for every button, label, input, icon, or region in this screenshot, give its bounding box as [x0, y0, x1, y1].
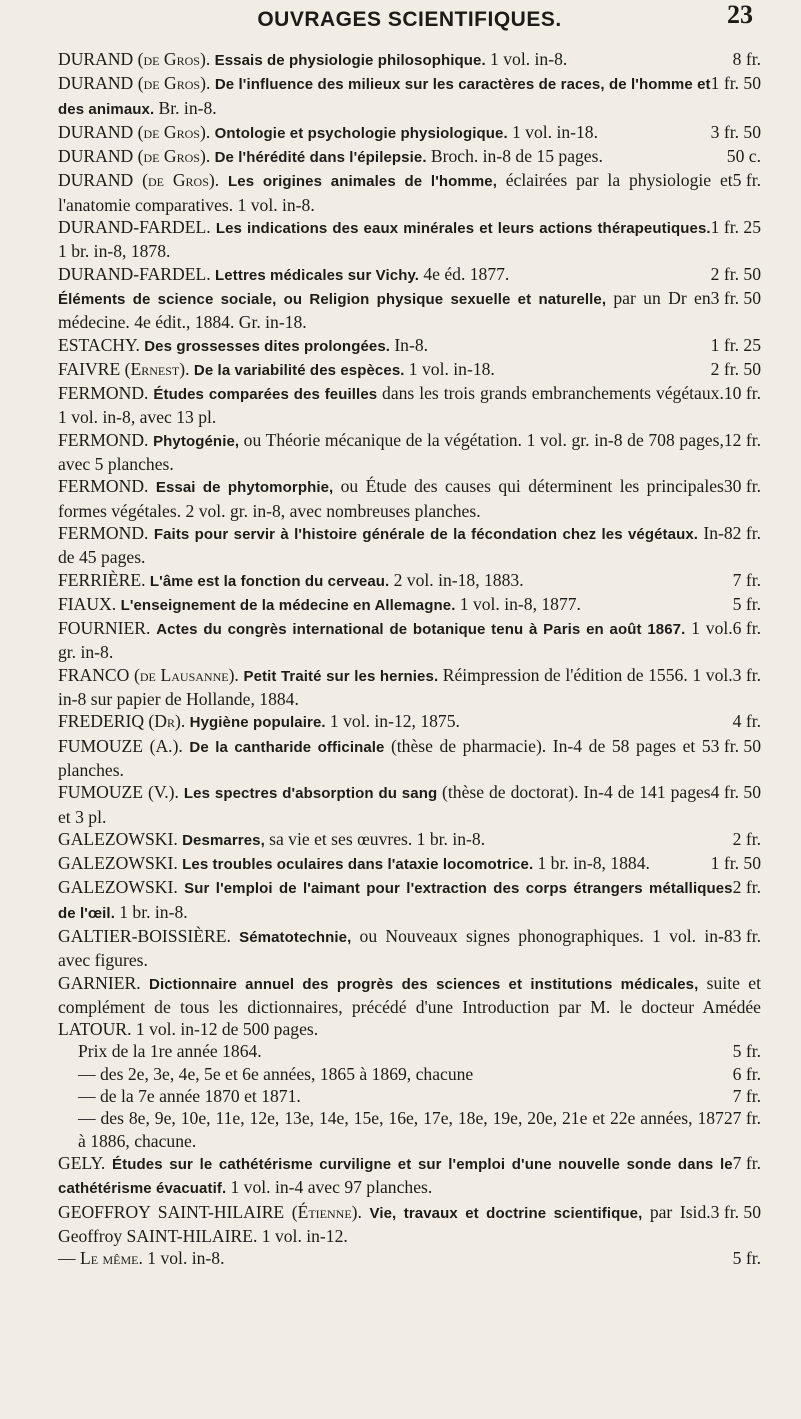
entry-title: Les indications des eaux minérales et leurs actions thérapeutiques. [215, 220, 711, 238]
catalogue-entry [58, 334, 761, 358]
entry-author: FERMOND. [58, 476, 156, 497]
catalogue-entry [58, 522, 761, 569]
entry-author: GARNIER. [58, 972, 150, 993]
entry-details: 1 br. in-8, 1884. [537, 853, 650, 874]
entry-author: DURAND (de Gros). [58, 146, 215, 167]
entry-title: Les spectres d'absorption du sang [183, 785, 443, 803]
entry-author: FUMOUZE (A.). [58, 735, 190, 756]
entry-title: Études sur le cathétérisme curviligne et sur l'emploi d'une nouvelle sonde dans le cathétérisme évacuatif. [58, 1155, 733, 1198]
entry-price: 5 fr. [732, 1248, 761, 1269]
entry-price: 4 fr. [732, 711, 761, 732]
entry-author: GEOFFROY SAINT-HILAIRE (Étienne). [58, 1201, 370, 1222]
entry-details: Broch. in-8 de 15 pages. [430, 146, 603, 167]
entry-author: — Le même. [58, 1248, 148, 1269]
garnier-price-row [58, 1107, 761, 1152]
catalogue-entry [58, 828, 761, 852]
entry-title: Sématotechnie, [239, 928, 360, 946]
entry-author: FOURNIER. [58, 618, 157, 639]
entry-price: 4 fr. 50 [710, 782, 761, 803]
catalogue-entry [58, 48, 761, 72]
entry-price: 1 fr. 25 [710, 334, 761, 355]
entry-details: Réimpression de l'édition de 1556. 1 vol. in-8 sur papier de Hollande, 1884. [58, 664, 733, 710]
entry-details: (thèse de doctorat). In-4 de 141 pages et 3 pl. [58, 782, 711, 827]
entry-price: 3 fr. 50 [710, 121, 761, 142]
entry-title: Hygiène populaire. [189, 714, 330, 732]
garnier-price-row [58, 1040, 761, 1062]
catalogue-entry [58, 617, 761, 664]
entry-title: Ontologie et psychologie physiologique. [214, 124, 512, 142]
entry-price: 1 fr. 50 [710, 73, 761, 94]
entry-title: Sur l'emploi de l'aimant pour l'extraction des corps étrangers métalliques de l'œil. [58, 880, 733, 922]
entry-title: Éléments de science sociale, ou Religion physique sexuelle et naturelle, [58, 290, 614, 308]
catalogue-entry [58, 972, 761, 1041]
garnier-price-list [58, 1040, 761, 1151]
entry-author: DURAND (de Gros). [58, 121, 215, 142]
entry-details: 1 vol. in-8. [147, 1248, 225, 1269]
catalogue-entry [58, 1152, 761, 1201]
catalogue-entry [58, 145, 761, 169]
catalogue-entry [58, 287, 761, 334]
entry-title: De la cantharide officinale [189, 738, 391, 756]
entry-title: Actes du congrès international de botanique tenu à Paris en août 1867. [156, 621, 692, 639]
entry-title: Vie, travaux et doctrine scientifique, [369, 1204, 650, 1222]
entry-title: Faits pour servir à l'histoire générale de la fécondation chez les végétaux. [153, 525, 704, 543]
entry-details: 1 br. in-8. [119, 901, 188, 922]
entry-details: éclairées par la physiologie et l'anatomie comparatives. 1 vol. in-8. [58, 170, 733, 215]
garnier-label: Prix de la 1re année 1864. [78, 1041, 262, 1062]
garnier-label: — des 2e, 3e, 4e, 5e et 6e années, 1865 à 1869, chacune [78, 1063, 474, 1084]
entry-author: FRANCO (de Lausanne). [58, 664, 244, 685]
entry-title: Dictionnaire annuel des progrès des sciences et institutions médicales, [149, 975, 707, 993]
entry-author: GALEZOWSKI. [58, 853, 183, 874]
entry-details: In-8 de 45 pages. [58, 522, 733, 568]
entry-details: 1 vol. in-18. [511, 121, 598, 142]
entry-author: GALEZOWSKI. [58, 877, 185, 898]
catalogue-entry [58, 475, 761, 522]
garnier-label: — de la 7e année 1870 et 1871. [78, 1086, 301, 1107]
entry-details: sa vie et ses œuvres. 1 br. in-8. [269, 828, 486, 849]
entry-author: DURAND-FARDEL. [58, 217, 216, 238]
entry-author: FUMOUZE (V.). [58, 782, 184, 803]
entry-author: DURAND (de Gros). [58, 49, 215, 69]
catalogue-entry [58, 925, 761, 972]
catalogue-entry [58, 876, 761, 925]
entry-title: Petit Traité sur les hernies. [243, 667, 443, 685]
entry-title: De la variabilité des espèces. [193, 361, 409, 379]
catalogue-entries [58, 48, 761, 1040]
catalogue-entry [58, 358, 761, 382]
entry-price: 8 fr. [732, 49, 761, 69]
entry-title: Desmarres, [182, 831, 270, 849]
entry-price: 1 fr. 25 [710, 217, 761, 238]
entry-price: 30 fr. [723, 476, 761, 497]
entry-details: (thèse de pharmacie). In-4 de 58 pages et 5 planches. [58, 735, 711, 780]
garnier-price: 5 fr. [732, 1041, 761, 1062]
entry-price: 7 fr. [732, 1152, 761, 1173]
garnier-label: — des 8e, 9e, 10e, 11e, 12e, 13e, 14e, 15e, 16e, 17e, 18e, 19e, 20e, 21e et 22e années, 1872 à 1886, chacune. [78, 1108, 733, 1151]
entry-details: 2 vol. in-18, 1883. [393, 569, 524, 590]
running-title: OUVRAGES SCIENTIFIQUES. [257, 8, 562, 31]
entry-author: FERMOND. [58, 383, 154, 404]
catalogue-entry [58, 781, 761, 828]
catalogue-entry [58, 664, 761, 711]
entry-details: 1 vol. in-8, 1877. [459, 593, 581, 614]
entry-price: 3 fr. 50 [710, 735, 761, 756]
entry-details: 1 vol. gr. in-8. [58, 618, 733, 663]
entry-title: Essais de physiologie philosophique. [214, 52, 491, 69]
entry-price: 1 fr. 50 [710, 853, 761, 874]
entry-details: dans les trois grands embranchements végétaux. 1 vol. in-8, avec 13 pl. [58, 383, 724, 428]
entry-title: Lettres médicales sur Vichy. [215, 266, 424, 284]
entry-price: 2 fr. 50 [710, 263, 761, 284]
entry-details: par Isid. Geoffroy SAINT-HILAIRE. 1 vol. in-12. [58, 1201, 711, 1246]
catalogue-entry [58, 382, 761, 429]
entry-title: L'âme est la fonction du cerveau. [149, 572, 394, 590]
garnier-price-row [58, 1063, 761, 1085]
entry-price: 2 fr. 50 [710, 358, 761, 379]
catalogue-entry [58, 735, 761, 782]
entry-price: 3 fr. [732, 925, 761, 946]
entry-price: 6 fr. [732, 618, 761, 639]
entry-title: Phytogénie, [153, 432, 244, 450]
entry-details: ou Nouveaux signes phonographiques. 1 vol. in-8 avec figures. [58, 925, 733, 971]
entry-price: 12 fr. [723, 429, 761, 450]
entry-price: 5 fr. [732, 593, 761, 614]
entry-details: ou Théorie mécanique de la végétation. 1 vol. gr. in-8 de 708 pages, avec 5 planches. [58, 429, 724, 475]
entry-author: FERMOND. [58, 522, 154, 543]
garnier-price: 6 fr. [732, 1063, 761, 1084]
entry-title: De l'hérédité dans l'épilepsie. [214, 149, 431, 167]
entry-price: 3 fr. 50 [710, 287, 761, 308]
entry-title: Les troubles oculaires dans l'ataxie locomotrice. [182, 856, 538, 874]
entry-author: FERRIÈRE. [58, 569, 150, 590]
entry-details: 1 vol. in-12, 1875. [329, 711, 460, 732]
entry-price: 2 fr. [732, 522, 761, 543]
garnier-price: 7 fr. [732, 1086, 761, 1107]
entry-author: DURAND (de Gros). [58, 170, 229, 191]
entry-price: 10 fr. [723, 383, 761, 404]
catalogue-entry [58, 121, 761, 145]
catalogue-entry [58, 569, 761, 593]
entry-price: 3 fr. 50 [710, 1201, 761, 1222]
entry-title: Essai de phytomorphie, [155, 479, 341, 497]
entry-author: FREDERIQ (Dr). [58, 711, 190, 732]
entry-details: suite et complément de tous les dictionnaires, précédé d'une Introduction par M. le docteur Amédée LATOUR. 1 vol. in-12 de 500 pages. [58, 972, 762, 1040]
catalogue-entry [58, 429, 761, 476]
catalogue-entry [58, 263, 761, 287]
catalogue-entry [58, 593, 761, 617]
entry-details: 4e éd. 1877. [423, 263, 510, 284]
entry-author: GALTIER-BOISSIÈRE. [58, 925, 240, 946]
entry-details: par un Dr en médecine. 4e édit., 1884. Gr. in-18. [58, 287, 711, 333]
entry-author: DURAND (de Gros). [58, 73, 215, 94]
entry-title: Des grossesses dites prolongées. [144, 337, 395, 355]
entry-author: ESTACHY. [58, 334, 145, 355]
catalogue-entry [58, 1201, 761, 1248]
entry-author: FAIVRE (Ernest). [58, 358, 194, 379]
entry-author: FIAUX. [58, 593, 121, 614]
entry-price: 2 fr. [732, 828, 761, 849]
entry-details: 1 vol. in-4 avec 97 planches. [230, 1177, 433, 1198]
entry-title: L'enseignement de la médecine en Allemagne. [120, 596, 460, 614]
entry-details: 1 vol. in-18. [408, 358, 495, 379]
entry-author: DURAND-FARDEL. [58, 263, 216, 284]
catalogue-entry [58, 710, 761, 734]
entry-details: 1 vol. in-8. [490, 49, 568, 69]
catalogue-entry [58, 72, 761, 121]
catalogue-entries-continued [58, 1152, 761, 1269]
catalogue-entry [58, 852, 761, 876]
catalogue-entry [58, 169, 761, 216]
garnier-price-row [58, 1085, 761, 1107]
entry-price: 50 c. [726, 146, 761, 167]
entry-details: 1 br. in-8, 1878. [58, 241, 171, 262]
catalogue-entry [58, 1247, 761, 1269]
page-header [58, 0, 761, 48]
entry-author: GELY. [58, 1152, 113, 1173]
entry-author: FERMOND. [58, 429, 154, 450]
entry-details: Br. in-8. [158, 97, 217, 118]
garnier-price: 7 fr. [732, 1108, 761, 1129]
entry-title: Les origines animales de l'homme, [228, 173, 506, 191]
entry-price: 7 fr. [732, 569, 761, 590]
entry-title: Études comparées des feuilles [153, 386, 383, 404]
entry-price: 3 fr. [732, 664, 761, 685]
entry-details: In-8. [394, 334, 429, 355]
entry-author: GALEZOWSKI. [58, 828, 183, 849]
page-number: 23 [727, 0, 753, 29]
entry-price: 2 fr. [732, 877, 761, 898]
catalogue-entry [58, 216, 761, 263]
entry-price: 5 fr. [732, 170, 761, 191]
entry-title: De l'influence des milieux sur les caractères de races, de l'homme et des animaux. [58, 76, 711, 118]
entry-details: ou Étude des causes qui déterminent les principales formes végétales. 2 vol. gr. in-8, avec nombreuses planches. [58, 476, 724, 521]
